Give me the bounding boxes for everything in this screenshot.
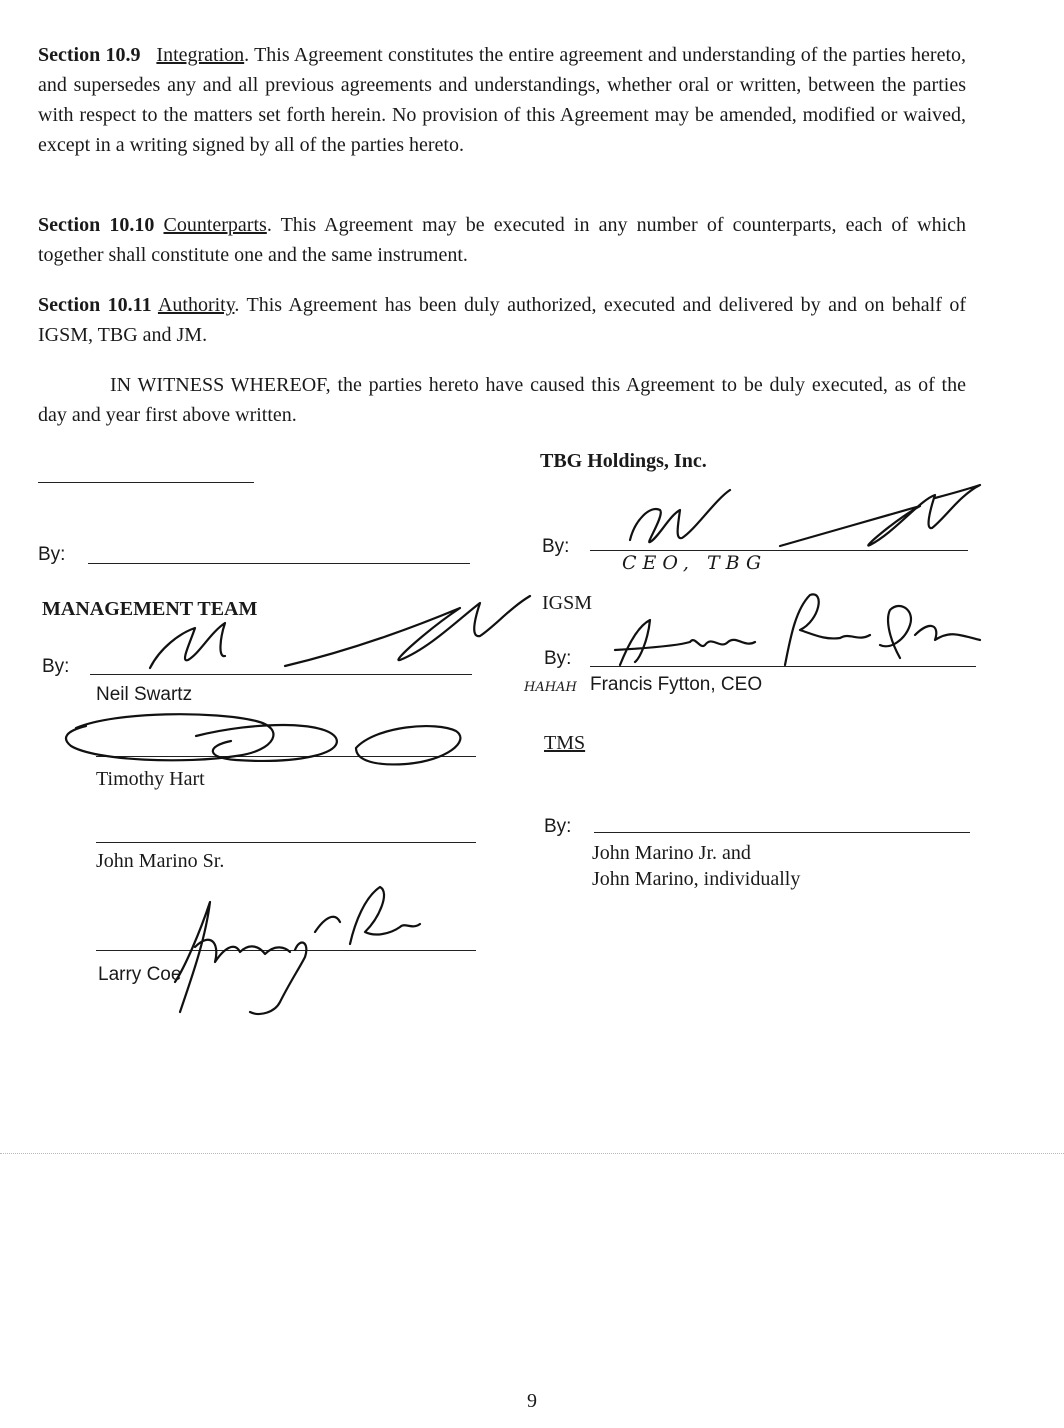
signature-line	[590, 666, 976, 667]
by-label: By:	[42, 656, 70, 677]
by-label: By:	[542, 536, 570, 557]
section-text: . This Agreement constitutes the entire agreement and understanding of the parties hereto, and supersedes any and all previous agreements and understandings, whether oral or written, between the parties with respect to the matters set forth herein. No provision of this Agreement may be amended, modified or waived, except in a writing signed by all of the parties hereto.	[38, 44, 966, 156]
signatory-name: Timothy Hart	[96, 768, 205, 790]
signatory-name: Larry Coe	[98, 964, 182, 985]
timothy-hart-signature	[56, 706, 496, 776]
signatory-name: John Marino Sr.	[96, 850, 225, 872]
section-label: Section 10.9	[38, 44, 141, 66]
section-10-9	[38, 40, 966, 160]
signatory-name: Neil Swartz	[96, 684, 193, 705]
signature-line	[590, 550, 968, 551]
signature-line	[38, 482, 254, 483]
page-divider	[0, 1153, 1064, 1154]
igsm-company-name: IGSM	[542, 592, 593, 614]
signature-line	[594, 832, 970, 833]
witness-clause: IN WITNESS WHEREOF, the parties hereto have caused this Agreement to be duly executed, as of the day and year first above written.	[38, 374, 966, 426]
section-10-10	[38, 210, 966, 270]
signatory-name: John Marino, individually	[592, 868, 801, 890]
signature-line	[88, 563, 470, 564]
handwritten-initials: HAHAH	[524, 680, 577, 695]
management-team-heading: MANAGEMENT TEAM	[42, 598, 258, 620]
signatory-name: John Marino Jr. and	[592, 842, 751, 864]
signature-line	[96, 842, 476, 843]
tms-company-name: TMS	[544, 732, 586, 754]
tbg-company-name: TBG Holdings, Inc.	[540, 450, 707, 472]
by-label: By:	[38, 544, 66, 565]
section-text: . This Agreement has been duly authorized, executed and delivered by and on behalf of IGSM, TBG and JM.	[38, 294, 966, 346]
signature-line	[96, 756, 476, 757]
management-team-signature	[140, 578, 540, 698]
section-label: Section 10.10	[38, 214, 155, 236]
signatory-name: Francis Fytton, CEO	[590, 674, 763, 695]
page-number: 9	[527, 1390, 537, 1412]
section-title: Counterparts	[163, 214, 267, 236]
section-10-11	[38, 290, 966, 350]
section-text: . This Agreement may be executed in any number of counterparts, each of which together shall constitute one and the same instrument.	[38, 214, 967, 266]
section-label: Section 10.11	[38, 294, 152, 316]
signature-line	[90, 674, 472, 675]
handwritten-title: CEO, TBG	[622, 552, 768, 574]
by-label: By:	[544, 648, 572, 669]
by-label: By:	[544, 816, 572, 837]
larry-coe-signature	[150, 872, 440, 1022]
section-title: Authority	[157, 294, 235, 316]
signature-line	[96, 950, 476, 951]
section-title: Integration	[156, 44, 245, 66]
